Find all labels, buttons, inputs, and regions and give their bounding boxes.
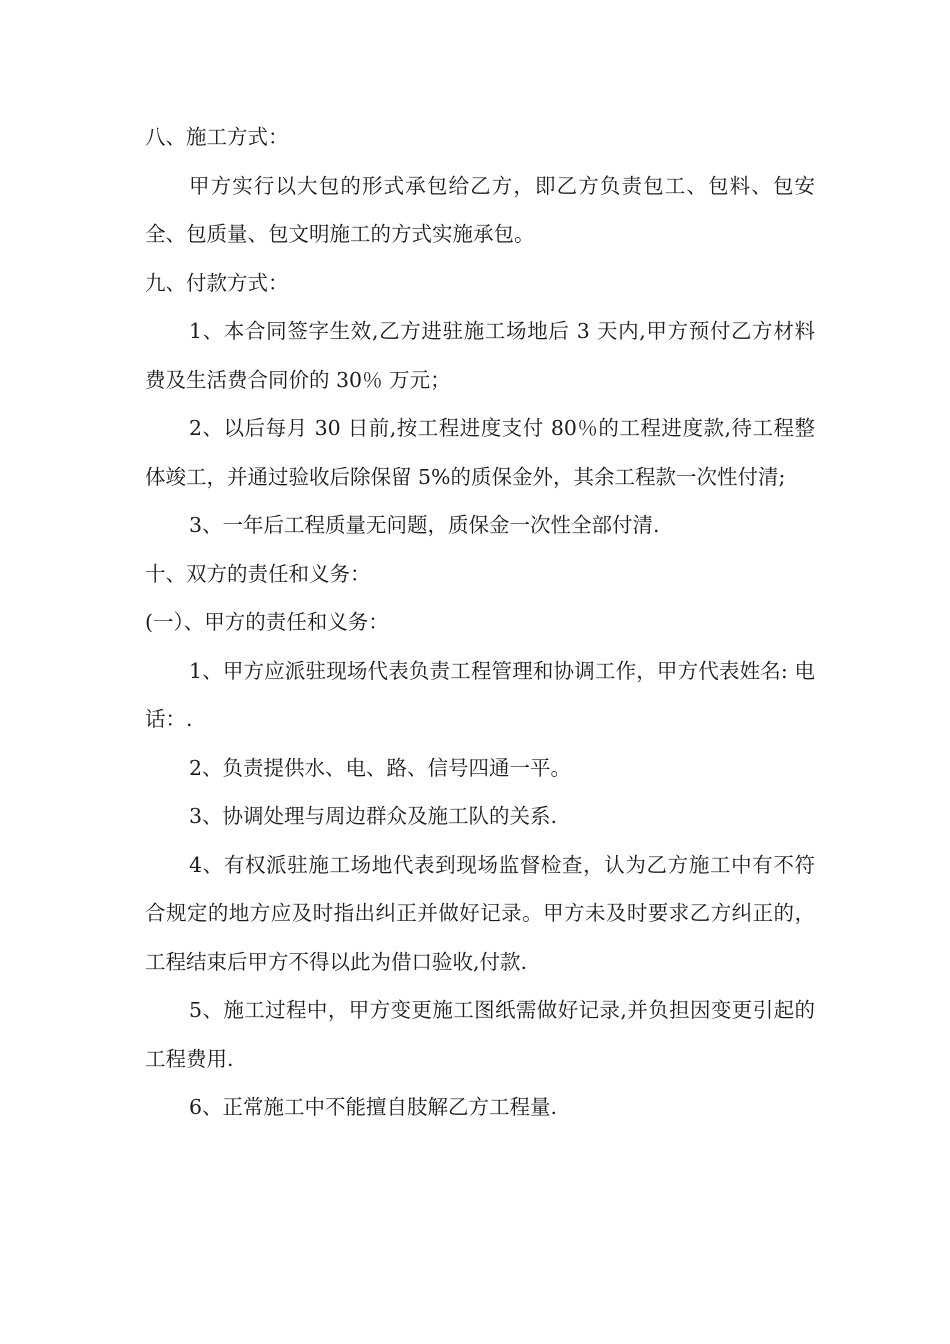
party-a-clause-1: 1、甲方应派驻现场代表负责工程管理和协调工作，甲方代表姓名: 电话：. <box>145 658 815 731</box>
subsection-heading-party-a: (一）、甲方的责任和义务： <box>145 610 389 634</box>
document-body <box>145 113 815 1132</box>
payment-clause-2: 2、以后每月 30 日前,按工程进度支付 80％的工程进度款,待工程整体竣工，并通过验收后除保留 5%的质保金外，其余工程款一次性付清; <box>145 416 815 489</box>
party-a-clause-2: 2、负责提供水、电、路、信号四通一平。 <box>189 755 572 780</box>
section-heading-payment-method: 九、付款方式： <box>145 270 289 295</box>
section-heading-responsibilities: 十、双方的责任和义务： <box>145 561 371 586</box>
section-heading-construction-method: 八、施工方式： <box>145 125 289 149</box>
party-a-clause-5: 5、施工过程中，甲方变更施工图纸需做好记录,并负担因变更引起的工程费用. <box>145 998 815 1071</box>
party-a-clause-4: 4、有权派驻施工场地代表到现场监督检查，认为乙方施工中有不符合规定的地方应及时指出纠正并做好记录。甲方未及时要求乙方纠正的，工程结束后甲方不得以此为借口验收,付款. <box>145 852 815 974</box>
party-a-clause-3: 3、协调处理与周边群众及施工队的关系. <box>189 804 558 828</box>
paragraph-contract-scope: 甲方实行以大包的形式承包给乙方，即乙方负责包工、包料、包安全、包质量、包文明施工的方式实施承包。 <box>145 173 815 246</box>
payment-clause-3: 3、一年后工程质量无问题，质保金一次性全部付清. <box>189 513 660 537</box>
payment-clause-1: 1、本合同签字生效,乙方进驻施工场地后 3 天内,甲方预付乙方材料费及生活费合同价的 30％ 万元； <box>145 319 815 392</box>
party-a-clause-6: 6、正常施工中不能擅自肢解乙方工程量. <box>189 1095 558 1119</box>
